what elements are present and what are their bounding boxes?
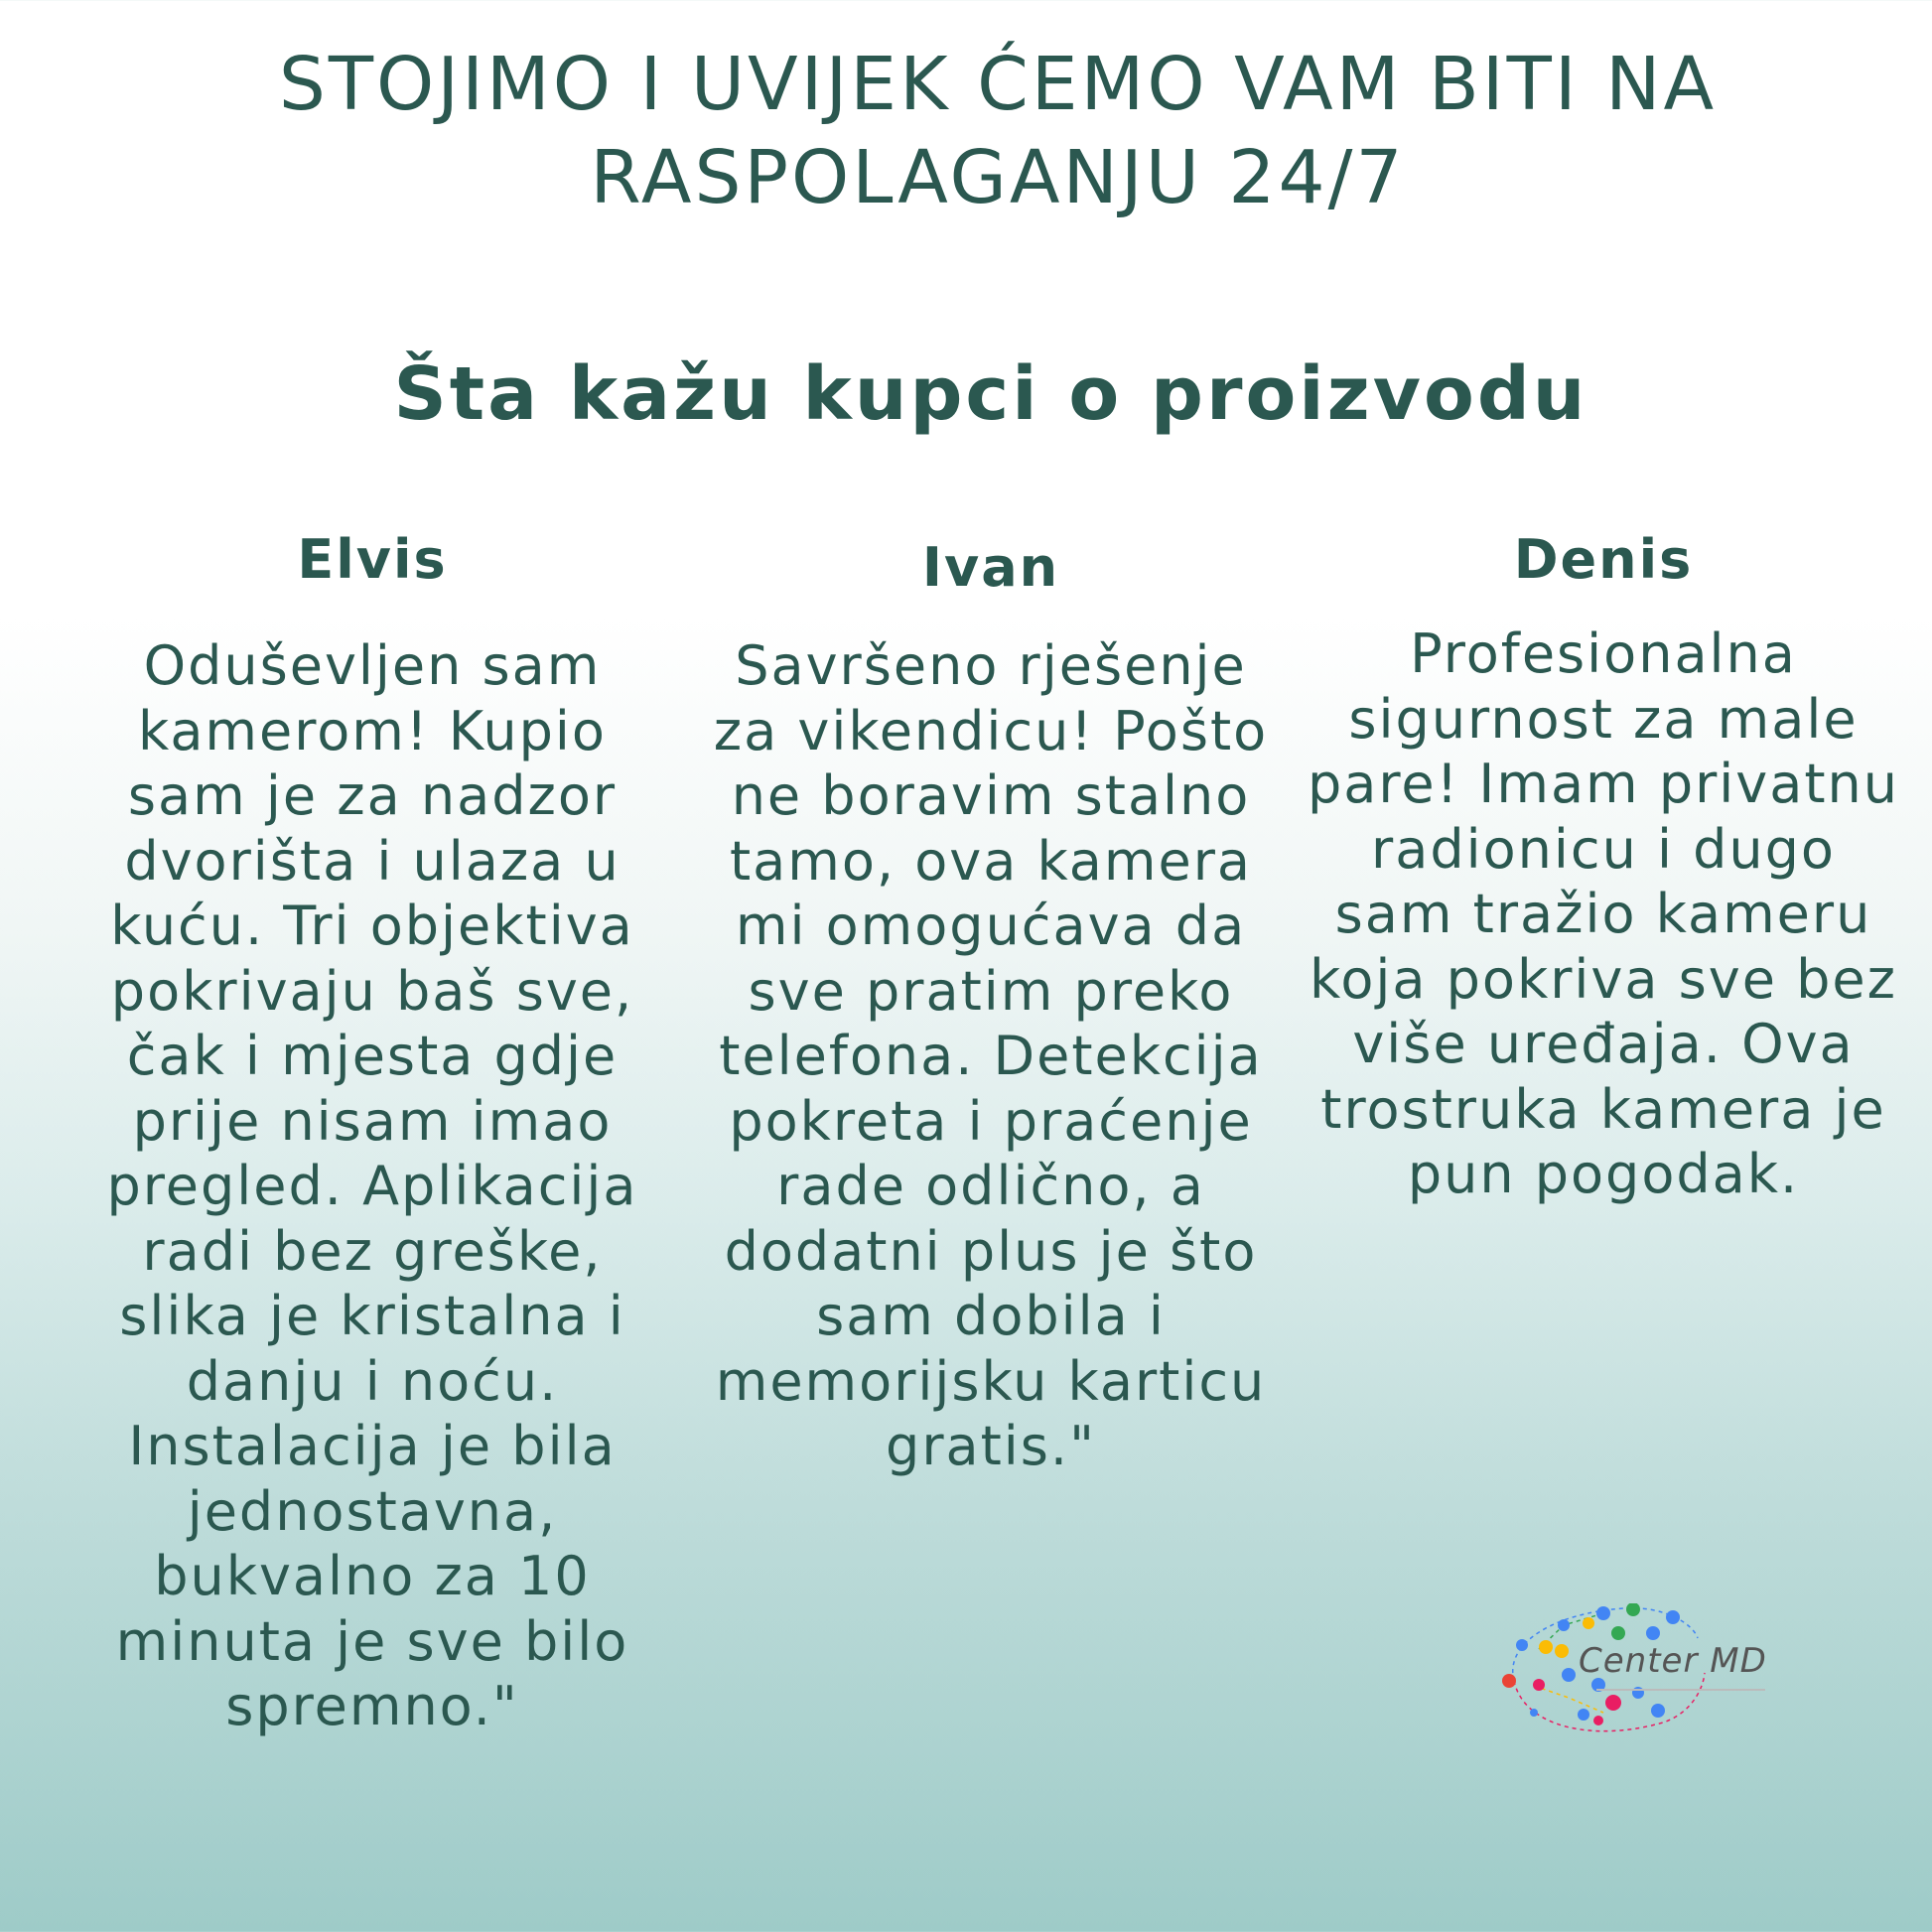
- reviewer-name-denis: Denis: [1513, 528, 1694, 591]
- logo-dot: [1539, 1640, 1553, 1654]
- review-text-ivan: Savršeno rješenje za vikendicu! Pošto ne boravim stalno tamo, ova kamera mi omogućava da sve pratim preko telefona. Detekcija pokreta i praćenje rade odlično, a dodatni plus je što sam dobila i memorijsku karticu gratis.": [713, 634, 1269, 1477]
- logo-dot: [1626, 1603, 1640, 1616]
- logo-dot: [1605, 1695, 1621, 1711]
- logo-tagline: [1596, 1686, 1765, 1695]
- review-text-denis: Profesionalna sigurnost za male pare! Imam privatnu radionicu i dugo sam tražio kameru koja pokriva sve bez više uređaja. Ova trostruka kamera je pun pogodak.: [1308, 622, 1899, 1205]
- logo-dot: [1596, 1606, 1610, 1620]
- reviewer-name-ivan: Ivan: [921, 536, 1060, 599]
- review-text-elvis: Oduševljen sam kamerom! Kupio sam je za nadzor dvorišta i ulaza u kuću. Tri objektiva pokrivaju baš sve, čak i mjesta gdje prije nisam imao pregled. Aplikacija radi bez greške, slika je kristalna i danju i noću. Instalacija je bila jednostavna, bukvalno za 10 minuta je sve bilo spremno.": [106, 634, 638, 1737]
- logo-dot: [1583, 1617, 1594, 1629]
- logo-dot: [1611, 1626, 1625, 1640]
- logo-dot: [1530, 1709, 1538, 1717]
- logo-dot: [1666, 1610, 1680, 1624]
- logo-dot: [1562, 1668, 1576, 1682]
- section-subtitle: Šta kažu kupci o proizvodu: [393, 351, 1588, 437]
- logo-wordmark: Center MD: [1579, 1641, 1767, 1681]
- center-md-logo: [1494, 1603, 1901, 1747]
- logo-dot: [1651, 1704, 1665, 1718]
- logo-dot: [1558, 1619, 1570, 1631]
- logo-dot: [1502, 1674, 1516, 1688]
- logo-dot: [1555, 1644, 1569, 1658]
- logo-dot: [1593, 1716, 1603, 1725]
- logo-dot: [1516, 1639, 1528, 1651]
- headline: STOJIMO I UVIJEK ĆEMO VAM BITI NA RASPOLAGANJU 24/7: [278, 42, 1718, 220]
- logo-dot: [1533, 1679, 1545, 1691]
- logo-dot: [1578, 1709, 1589, 1721]
- reviewer-name-elvis: Elvis: [297, 528, 448, 591]
- logo-dot: [1646, 1626, 1660, 1640]
